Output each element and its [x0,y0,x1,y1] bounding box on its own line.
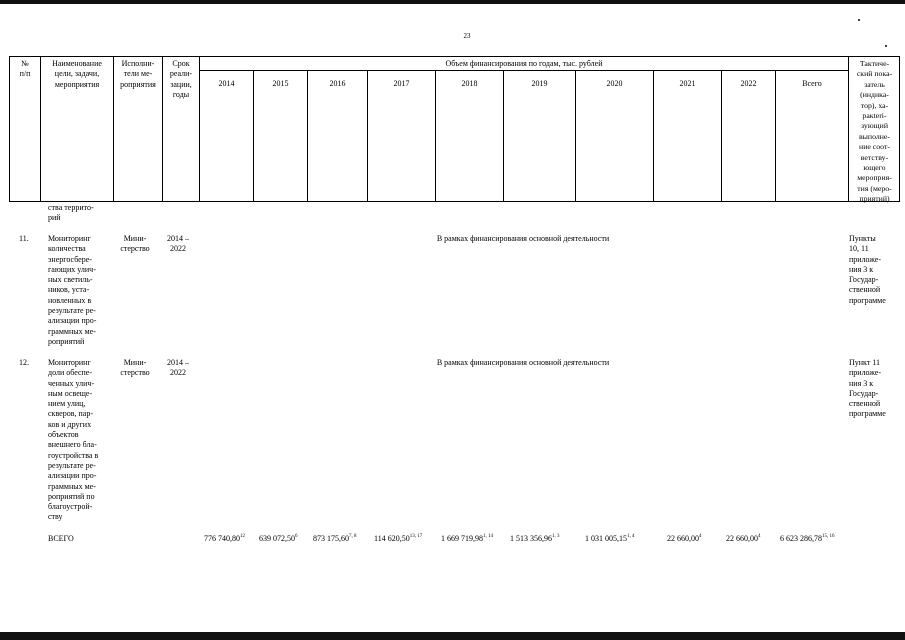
header-year: 2020 [606,79,623,88]
row-number: 12. [19,358,29,367]
header-indicator: Тактиче- ский пока- затель (индика- тор), ха- ракteri- зующий выполне- ние соот- ветству- ющего мероприя- тия (меро- приятий) [856,59,893,204]
header-year: 2015 [272,79,289,88]
total-2016: 873 175,60$^{7, 8}$ [313,534,357,543]
total-2015: 639 072,50$^6$ [259,534,298,543]
header-funding: Объем финансирования по годам, тыс. рублей [445,59,603,68]
total-2014: 776 740,80$^{12}$ [204,534,245,543]
header-year: 2016 [329,79,346,88]
header-total: Всего [802,79,822,88]
row-funding: В рамках финансирования основной деятельности [436,234,610,243]
header-no: № п/п [19,59,31,79]
row-number: 11. [19,234,29,243]
row-name: Мониторинг количества энергосбере- гающих улич- ных светиль- ников, уста- новленных в результате ре- ализации про- граммных ме- роприятий [48,234,97,346]
row-term: 2014 – 2022 [167,358,189,378]
row-executor: Мини- стерство [120,358,150,378]
header-year: 2017 [393,79,410,88]
page-number: 23 [463,32,471,40]
header-year: 2014 [218,79,235,88]
header-year: 2018 [461,79,478,88]
totals-row [0,534,905,546]
total-all: 6 623 286,78$^{15, 16}$ [780,534,835,543]
header-executor: Исполни- тели ме- роприятия [120,59,156,89]
header-year: 2021 [679,79,696,88]
top-border [0,0,905,4]
total-2017: 114 620,50$^{13, 17}$ [374,534,423,543]
row-funding: В рамках финансирования основной деятельности [436,358,610,367]
carry-text: ства террито- рий [48,203,94,223]
totals-label: ВСЕГО [48,534,74,543]
total-2020: 1 031 005,15$^{1, 4}$ [585,534,635,543]
scan-speck [858,19,860,21]
total-2021: 22 660,00$^4$ [667,534,702,543]
scan-speck [885,45,887,47]
row-name: Мониторинг доли обеспе- ченных улич- ным освеще- нием улиц, скверов, пар- ков и других объектов внешнего бла- гоустройства в результате ре- ализации про- граммных ме- роприятий по благоустрой- ству [48,358,99,522]
row-indicator: Пункт 11 приложе- ния 3 к Государ- ственной программе [849,358,886,419]
header-term: Срок реали- зации, годы [169,59,193,99]
table-header [9,56,900,202]
bottom-border [0,632,905,640]
total-2018: 1 669 719,98$^{1, 14}$ [441,534,493,543]
total-2022: 22 660,00$^4$ [726,534,761,543]
row-executor: Мини- стерство [120,234,150,254]
total-2019: 1 513 356,96$^{1, 3}$ [510,534,560,543]
header-year: 2022 [740,79,757,88]
header-year: 2019 [531,79,548,88]
row-term: 2014 – 2022 [167,234,189,254]
row-indicator: Пункты 10, 11 приложе- ния 3 к Государ- ственной программе [849,234,886,305]
header-name: Наименование цели, задачи, мероприятия [52,59,102,89]
